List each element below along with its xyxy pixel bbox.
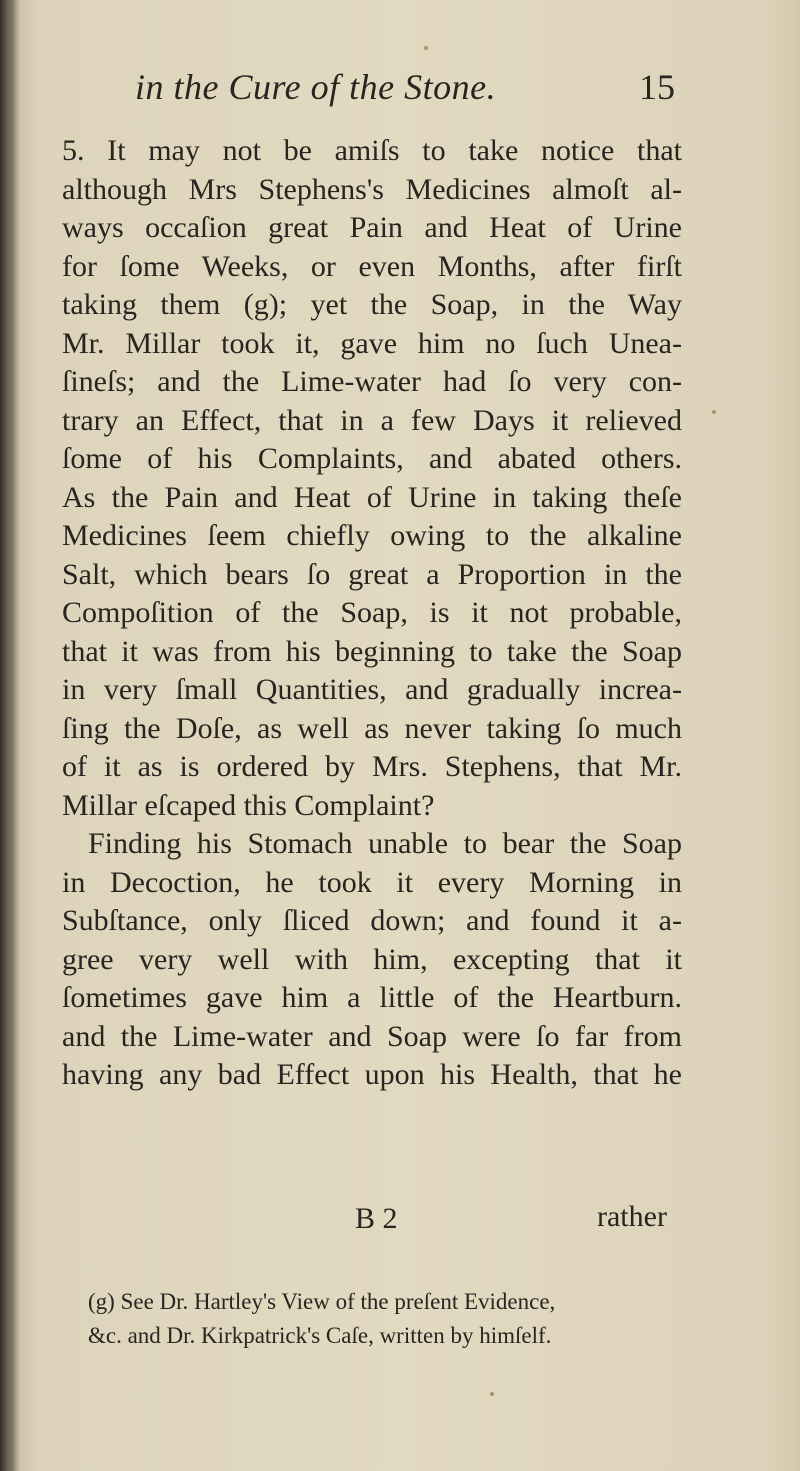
text-line: gree very well with him, excepting that it <box>62 942 682 976</box>
footnote-line: &c. and Dr. Kirkpatrick's Caſe, written by himſelf. <box>88 1323 552 1348</box>
text-line: of it as is ordered by Mrs. Stephens, that Mr. <box>62 750 682 783</box>
text-line: in very ſmall Quantities, and gradually increa- <box>62 673 682 706</box>
text-line: ſing the Doſe, as well as never taking ſo much <box>62 711 682 745</box>
text-line: although Mrs Stephens's Medicines almoſt al- <box>62 172 682 206</box>
body-text <box>62 132 682 1095</box>
footnote-line: (g) See Dr. Hartley's View of the preſent Evidence, <box>88 1289 556 1314</box>
text-line: Finding his Stomach unable to bear the Soap <box>88 827 682 860</box>
text-line: ways occaſion great Pain and Heat of Urine <box>62 211 682 244</box>
text-line: that it was from his beginning to take the Soap <box>62 634 682 668</box>
text-line: having any bad Effect upon his Health, that he <box>62 1058 682 1091</box>
text-line: Millar eſcaped this Complaint? <box>62 788 435 822</box>
text-line: in Decoction, he took it every Morning in <box>62 865 682 899</box>
running-title: in the Cure of the Stone. <box>135 67 497 107</box>
text-line: trary an Effect, that in a few Days it relieved <box>62 403 682 437</box>
catchline <box>0 1200 800 1240</box>
text-line: ſome of his Complaints, and abated others. <box>62 442 682 475</box>
text-line: and the Lime-water and Soap were ſo far from <box>62 1019 682 1053</box>
text-line: Salt, which bears ſo great a Proportion in the <box>62 557 682 591</box>
text-line: Medicines ſeem chiefly owing to the alkaline <box>62 519 682 552</box>
text-line: 5. It may not be amiſs to take notice that <box>62 134 682 167</box>
text-line: Mr. Millar took it, gave him no ſuch Unea- <box>62 326 682 360</box>
paper-speck <box>490 1392 494 1396</box>
text-line: Compoſition of the Soap, is it not probable, <box>62 596 682 629</box>
text-line: ſometimes gave him a little of the Heartburn. <box>62 981 682 1014</box>
book-gutter <box>0 0 20 1471</box>
paper-speck <box>712 410 716 414</box>
page-number: 15 <box>639 67 675 107</box>
text-line: As the Pain and Heat of Urine in taking theſe <box>62 480 682 514</box>
text-line: for ſome Weeks, or even Months, after firſt <box>62 249 682 283</box>
page-header <box>135 66 695 116</box>
paper-speck <box>424 46 428 50</box>
text-line: taking them (g); yet the Soap, in the Way <box>62 288 682 321</box>
text-line: Subſtance, only ſliced down; and found it a- <box>62 904 682 937</box>
footnote <box>88 1285 698 1353</box>
text-line: ſineſs; and the Lime-water had ſo very con- <box>62 365 682 398</box>
signature-mark: B 2 <box>355 1202 398 1235</box>
catchword: rather <box>597 1200 667 1233</box>
